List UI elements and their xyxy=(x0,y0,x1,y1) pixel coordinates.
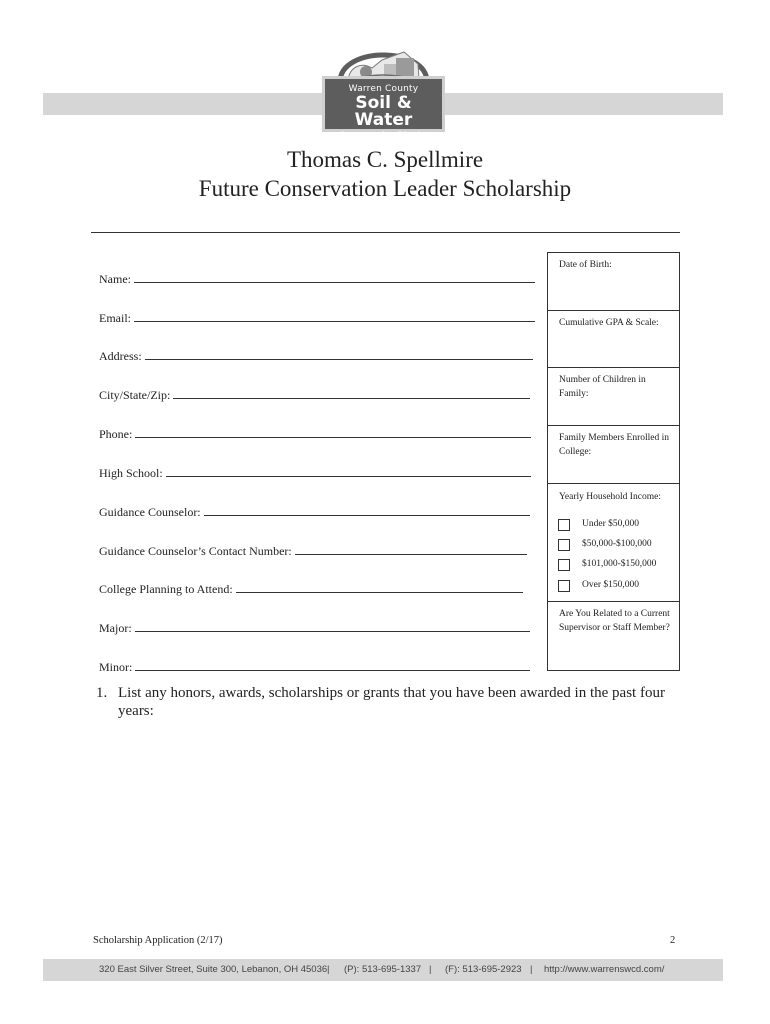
scholarship-title-name: Thomas C. Spellmire xyxy=(286,147,484,172)
income-option-label: $101,000-$150,000 xyxy=(582,559,657,569)
contact-bar xyxy=(43,959,723,981)
logo-sub: Conservation District xyxy=(338,131,429,141)
phone-label: Phone: xyxy=(99,427,133,441)
college-field[interactable] xyxy=(99,582,523,597)
income-option-label: $50,000-$100,000 xyxy=(582,539,652,549)
income-option-label: Under $50,000 xyxy=(582,519,639,529)
title-divider xyxy=(91,232,680,233)
phone-field[interactable] xyxy=(99,427,531,442)
sidebox-divider xyxy=(548,601,679,602)
minor-line[interactable] xyxy=(135,660,530,671)
address-field[interactable] xyxy=(99,349,533,364)
guidance-counselor-label: Guidance Counselor: xyxy=(99,505,201,519)
separator: | xyxy=(530,964,533,975)
high-school-label: High School: xyxy=(99,466,163,480)
income-option-label: Over $150,000 xyxy=(582,580,639,590)
gpa-label: Cumulative GPA & Scale: xyxy=(559,318,659,328)
application-version: Scholarship Application (2/17) xyxy=(93,935,223,946)
sidebox-divider xyxy=(548,425,679,426)
name-field[interactable] xyxy=(99,272,535,287)
address-line[interactable] xyxy=(145,349,533,360)
dob-label: Date of Birth: xyxy=(559,260,612,270)
separator: | xyxy=(327,964,330,975)
related-label: Are You Related to a Current Supervisor or Staff Member? xyxy=(559,609,670,633)
district-logo xyxy=(322,36,445,141)
sidebox-divider xyxy=(548,367,679,368)
separator: | xyxy=(429,964,432,975)
name-label: Name: xyxy=(99,272,131,286)
fax-text: (F): 513-695-2923 xyxy=(445,964,522,975)
page-number: 2 xyxy=(670,935,676,946)
logo-plate xyxy=(322,76,445,141)
counselor-contact-line[interactable] xyxy=(295,544,527,555)
website-link[interactable]: http://www.warrenswcd.com/ xyxy=(544,964,665,975)
email-label: Email: xyxy=(99,311,131,325)
counselor-contact-field[interactable] xyxy=(99,544,527,559)
applicant-info-box xyxy=(547,252,680,671)
logo-county: Warren County xyxy=(348,84,419,94)
address-label: Address: xyxy=(99,349,142,363)
income-over-150k-checkbox[interactable] xyxy=(558,580,570,592)
major-line[interactable] xyxy=(135,621,530,632)
minor-field[interactable] xyxy=(99,660,530,675)
scholarship-title: Future Conservation Leader Scholarship xyxy=(198,176,572,201)
income-50k-100k-checkbox[interactable] xyxy=(558,539,570,551)
income-under-50k-checkbox[interactable] xyxy=(558,519,570,531)
phone-text: (P): 513-695-1337 xyxy=(344,964,422,975)
income-title: Yearly Household Income: xyxy=(559,492,661,502)
college-line[interactable] xyxy=(236,582,523,593)
sidebox-divider xyxy=(548,310,679,311)
address-text: 320 East Silver Street, Suite 300, Lebanon, OH 45036 xyxy=(99,964,328,975)
sidebox-divider xyxy=(548,483,679,484)
high-school-line[interactable] xyxy=(166,466,531,477)
children-label: Number of Children in Family: xyxy=(559,375,646,399)
question-number: 1. xyxy=(96,685,108,701)
enrolled-label: Family Members Enrolled in College: xyxy=(559,433,670,457)
email-line[interactable] xyxy=(134,311,535,322)
guidance-counselor-field[interactable] xyxy=(99,505,530,520)
email-field[interactable] xyxy=(99,311,535,326)
city-state-zip-line[interactable] xyxy=(173,388,530,399)
question-text: List any honors, awards, scholarships or grants that you have been awarded in the past four years: xyxy=(118,685,665,719)
college-label: College Planning to Attend: xyxy=(99,582,233,596)
counselor-contact-label: Guidance Counselor’s Contact Number: xyxy=(99,544,292,558)
name-line[interactable] xyxy=(134,272,535,283)
guidance-counselor-line[interactable] xyxy=(204,505,530,516)
income-101k-150k-checkbox[interactable] xyxy=(558,559,570,571)
phone-line[interactable] xyxy=(135,427,531,438)
city-state-zip-field[interactable] xyxy=(99,388,530,403)
major-label: Major: xyxy=(99,621,132,635)
minor-label: Minor: xyxy=(99,660,133,674)
question-honors xyxy=(96,684,676,720)
high-school-field[interactable] xyxy=(99,466,531,481)
logo-main: Soil & Water xyxy=(354,93,413,130)
city-state-zip-label: City/State/Zip: xyxy=(99,388,171,402)
major-field[interactable] xyxy=(99,621,530,636)
